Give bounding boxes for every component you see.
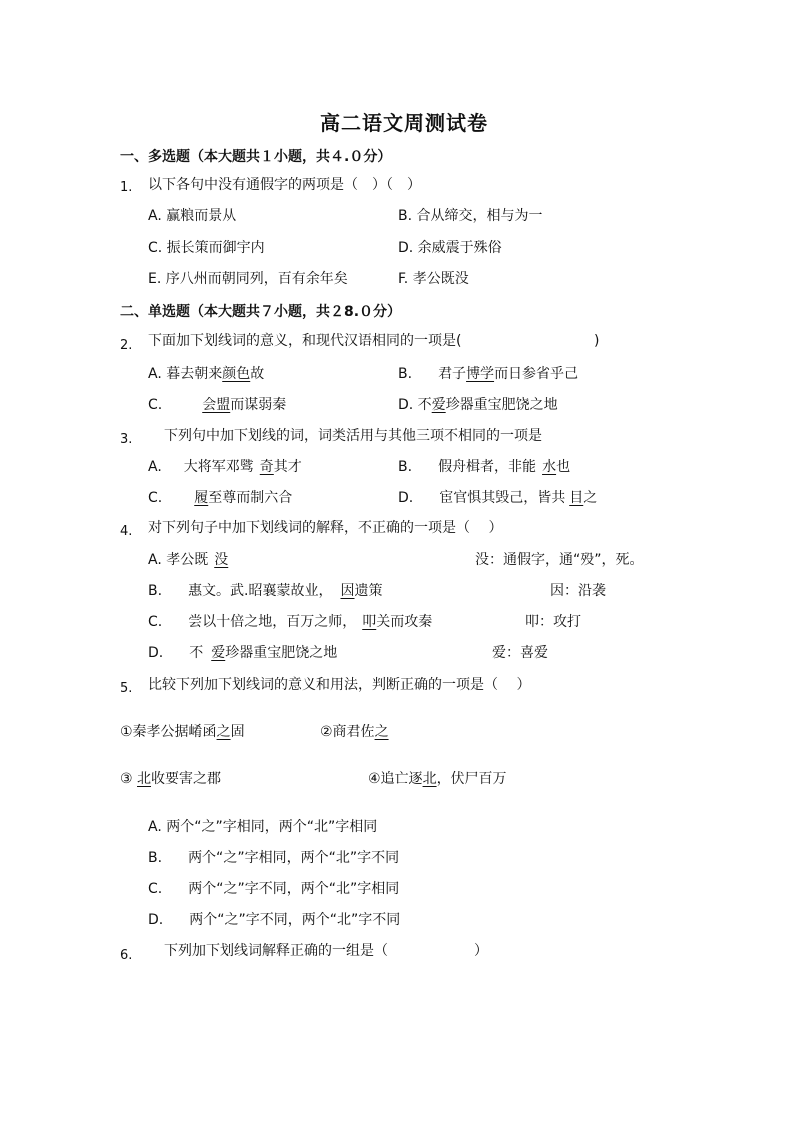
option-f: F. 孝公既没 [398, 271, 469, 287]
option-c [148, 396, 286, 414]
question-number: 5. [120, 681, 133, 696]
underlined-word: 之 [374, 724, 389, 740]
sentence-4 [368, 770, 507, 788]
sentence-text: ②商君佐 [320, 724, 375, 740]
option-b-explanation: 因：沿袭 [550, 583, 606, 599]
underlined-word: 北 [137, 771, 152, 787]
option-text: 也 [556, 459, 571, 475]
underlined-word: 履 [194, 490, 209, 506]
section-header-single-choice: 二、单选题（本大题共７小题，共２8.０分） [120, 304, 402, 320]
underlined-word: 奇 [259, 459, 274, 475]
question-stem: 下列加下划线词解释正确的一组是（ [164, 943, 388, 959]
sentence-text: ④追亡逐 [368, 771, 423, 787]
option-a-explanation: 没：通假字，通“殁”，死。 [475, 552, 644, 568]
option-text: 而谋弱秦 [230, 397, 287, 413]
question-number: 1. [120, 180, 133, 195]
underlined-word: 北 [422, 771, 437, 787]
option-text: 而日参省乎己 [494, 366, 579, 382]
underlined-word: 因 [340, 583, 355, 599]
option-c [148, 489, 292, 507]
option-text: 至尊而制六合 [208, 490, 293, 506]
question-stem: 对下列句子中加下划线词的解释，不正确的一项是（ ） [148, 520, 503, 536]
option-c [148, 613, 432, 631]
option-a [148, 365, 264, 383]
option-d [398, 396, 558, 414]
option-label: B. [148, 850, 163, 866]
option-label: B. [398, 459, 413, 475]
question-stem-end: ） [474, 943, 488, 959]
option-label: D. [148, 912, 164, 928]
option-a [148, 458, 302, 476]
option-text: 君子 [438, 366, 467, 382]
question-stem: 下面加下划线词的意义，和现代汉语相同的一项是( [148, 333, 462, 349]
sentence-1 [120, 723, 245, 741]
underlined-word: 爱 [211, 645, 226, 661]
question-number: 2. [120, 338, 133, 353]
question-number: 4. [120, 524, 133, 539]
option-text: 两个“之”字相同，两个“北”字不同 [188, 850, 400, 866]
option-b [398, 458, 570, 476]
underlined-word: 水 [542, 459, 557, 475]
option-e: E. 序八州而朝同列，百有余年矣 [148, 271, 348, 287]
option-label: B. [398, 366, 413, 382]
option-label: C. [148, 397, 163, 413]
option-b: B. 合从缔交，相与为一 [398, 208, 543, 224]
page-title: 高二语文周测试卷 [320, 111, 488, 135]
option-text: 两个“之”字不同，两个“北”字不同 [189, 912, 401, 928]
option-text: 关而攻秦 [376, 614, 433, 630]
question-stem: 以下各句中没有通假字的两项是（ ）（ ） [148, 177, 421, 193]
option-c: C. 振长策而御宇内 [148, 240, 265, 256]
underlined-word: 颜色 [222, 366, 251, 382]
option-a [148, 551, 228, 569]
option-a: A. 赢粮而景从 [148, 208, 237, 224]
option-text: 遗策 [354, 583, 383, 599]
underlined-word: 之 [216, 724, 231, 740]
option-text: 故 [250, 366, 265, 382]
option-d-explanation: 爱：喜爱 [492, 645, 548, 661]
sentence-text: ，伏尸百万 [436, 771, 507, 787]
sentence-text: 收要害之郡 [151, 771, 222, 787]
sentence-text: ③ [120, 771, 138, 787]
option-text: A. 暮去朝来 [148, 366, 223, 382]
underlined-word: 叩 [362, 614, 377, 630]
underlined-word: 博学 [466, 366, 495, 382]
option-d [148, 911, 400, 929]
option-label: C. [148, 881, 163, 897]
sentence-3 [120, 770, 221, 788]
underlined-word: 没 [214, 552, 229, 568]
option-text: 其才 [273, 459, 302, 475]
option-label: C. [148, 614, 163, 630]
option-label: B. [148, 583, 163, 599]
option-d [398, 489, 597, 507]
option-text: 不 [189, 645, 204, 661]
option-text: 之 [583, 490, 598, 506]
option-text: D. 不 [398, 397, 432, 413]
option-text: A. 孝公既 [148, 552, 209, 568]
option-c [148, 880, 399, 898]
question-number: 3. [120, 432, 133, 447]
underlined-word: 目 [569, 490, 584, 506]
option-label: D. [398, 490, 414, 506]
section-header-multi-choice: 一、多选题（本大题共１小题，共４.０分） [120, 149, 392, 165]
option-label: A. [148, 459, 162, 475]
option-d [148, 644, 337, 662]
option-b [148, 849, 399, 867]
option-text: 两个“之”字不同，两个“北”字相同 [188, 881, 400, 897]
question-stem-end: ) [594, 333, 600, 349]
option-text: 尝以十倍之地，百万之师， [188, 614, 357, 630]
option-text: 惠文。武.昭襄蒙故业， [188, 583, 333, 599]
option-d: D. 余威震于殊俗 [398, 240, 502, 256]
question-stem: 比较下列加下划线词的意义和用法，判断正确的一项是（ ） [148, 677, 531, 693]
option-b [398, 365, 578, 383]
question-number: 6. [120, 948, 133, 963]
option-label: C. [148, 490, 163, 506]
underlined-word: 爱 [431, 397, 446, 413]
option-text: 大将军邓骘 [183, 459, 254, 475]
question-stem: 下列句中加下划线的词，词类活用与其他三项不相同的一项是 [164, 428, 542, 444]
option-text: 珍器重宝肥饶之地 [445, 397, 558, 413]
option-text: 宦官惧其毁己，皆共 [439, 490, 566, 506]
option-c-explanation: 叩：攻打 [525, 614, 581, 630]
option-a: A. 两个“之”字相同，两个“北”字相同 [148, 819, 378, 835]
sentence-text: 固 [230, 724, 245, 740]
sentence-text: ①秦孝公据崤函 [120, 724, 217, 740]
option-text: 假舟楫者，非能 [438, 459, 537, 475]
option-label: D. [148, 645, 164, 661]
option-b [148, 582, 383, 600]
option-text: 珍器重宝肥饶之地 [225, 645, 338, 661]
underlined-word: 会盟 [202, 397, 231, 413]
sentence-2 [320, 723, 389, 741]
